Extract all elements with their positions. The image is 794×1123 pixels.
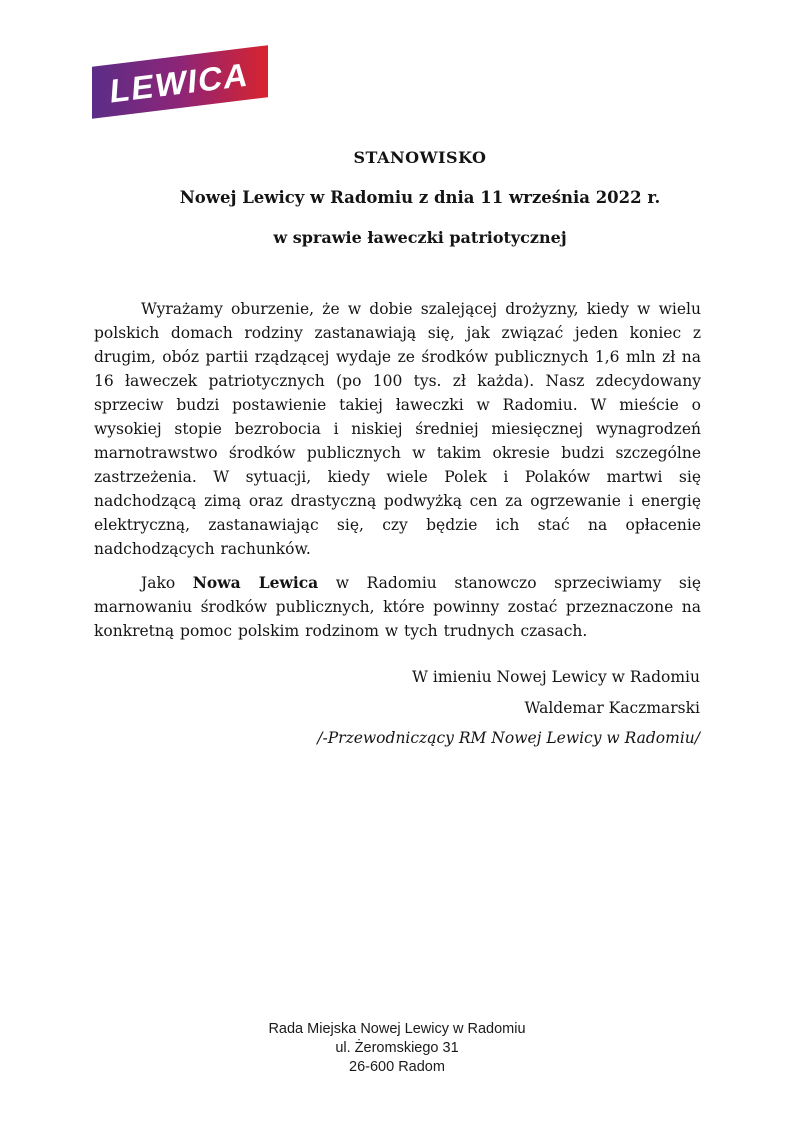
signature-on-behalf: W imieniu Nowej Lewicy w Radomiu xyxy=(412,668,700,686)
footer-city: 26-600 Radom xyxy=(349,1059,445,1075)
footer-street: ul. Żeromskiego 31 xyxy=(335,1040,459,1056)
document-subtitle: Nowej Lewicy w Radomiu z dnia 11 września 2022 r. xyxy=(179,188,661,207)
paragraph-2-suffix: w Radomiu stanowczo sprzeciwiamy się marnowaniu środków publicznych, które powinny zostać przeznaczone na konkretną pomoc polskim rodzinom w tych trudnych czasach. xyxy=(94,574,701,640)
document-body xyxy=(94,297,701,643)
paragraph-2-bold-phrase: Nowa Lewica xyxy=(192,573,319,592)
lewica-logo xyxy=(92,45,268,119)
footer-organization: Rada Miejska Nowej Lewicy w Radomiu xyxy=(268,1021,526,1037)
paragraph-2 xyxy=(94,571,701,643)
document-title: STANOWISKO xyxy=(353,148,487,167)
lewica-logo-text: LEWICA xyxy=(109,54,251,110)
signature-block xyxy=(317,662,700,754)
document-subject: w sprawie ławeczki patriotycznej xyxy=(273,228,567,247)
paragraph-1: Wyrażamy oburzenie, że w dobie szalejącej drożyzny, kiedy w wielu polskich domach rodziny zastanawiają się, jak związać jeden koniec z drugim, obóz partii rządzącej wydaje ze środków publicznych 1,6 mln zł na 16 ławeczek patriotycznych (po 100 tys. zł każda). Nasz zdecydowany sprzeciw budzi postawienie takiej ławeczki w Radomiu. W mieście o wysokiej stopie bezrobocia i niskiej średniej miesięcznej wynagrodzeń marnotrawstwo środków publicznych w takim okresie budzi szczególne zastrzeżenia. W sytuacji, kiedy wiele Polek i Polaków martwi się nadchodzącą zimą oraz drastyczną podwyżką cen za ogrzewanie i energię elektryczną, zastanawiając się, czy będzie ich stać na opłacenie nadchodzących rachunków. xyxy=(94,300,701,558)
paragraph-2-prefix: Jako xyxy=(141,574,193,592)
document-header xyxy=(94,148,700,248)
signature-role: /-Przewodniczący RM Nowej Lewicy w Radomiu/ xyxy=(317,729,700,747)
signature-name: Waldemar Kaczmarski xyxy=(524,698,700,717)
footer-address xyxy=(0,1020,794,1077)
